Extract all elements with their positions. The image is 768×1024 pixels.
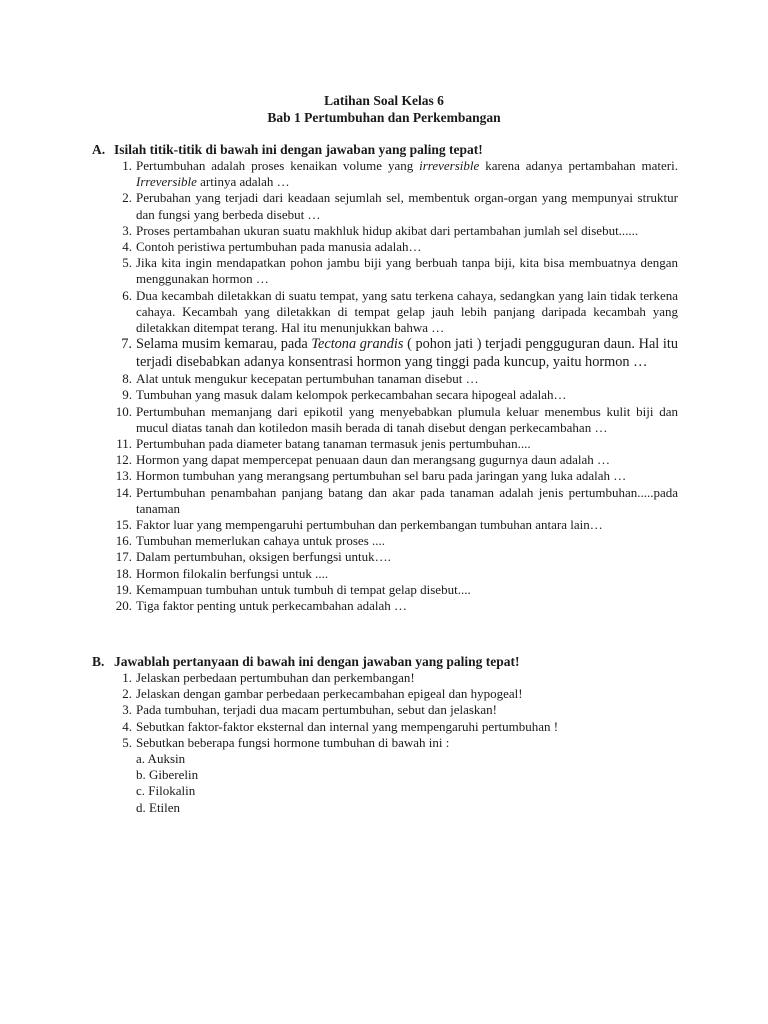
list-item: 9. Tumbuhan yang masuk dalam kelompok perkecambahan secara hipogeal adalah… [108,387,678,403]
item-number: 12. [115,452,132,468]
item-number: 13. [115,468,132,484]
list-item: 12. Hormon yang dapat mempercepat penuaan daun dan merangsang gugurnya daun adalah … [108,452,678,468]
list-item: 19. Kemampuan tumbuhan untuk tumbuh di tempat gelap disebut.... [108,582,678,598]
document-title: Latihan Soal Kelas 6 [324,93,444,108]
item-number: 15. [115,517,132,533]
list-item: 11. Pertumbuhan pada diameter batang tanaman termasuk jenis pertumbuhan.... [108,436,678,452]
sub-item: b. Giberelin [136,767,199,783]
item-number: 6. [122,287,132,303]
section-b-heading [92,654,519,670]
section-a-heading [92,142,483,158]
item-number: 1. [122,670,132,685]
item-number: 14. [115,484,132,500]
list-item: 14. Pertumbuhan penambahan panjang batang dan akar pada tanaman adalah jenis pertumbuhan.....pada tanaman [108,485,678,517]
sub-item: a. Auksin [136,751,186,767]
list-item: 4. Sebutkan faktor-faktor eksternal dan internal yang mempengaruhi pertumbuhan ! [108,719,678,735]
item-number: 3. [122,222,132,238]
item-number: 5. [122,734,132,750]
item-number: 20. [115,598,132,614]
item-number: 11. [116,436,132,452]
item-number: 10. [115,403,132,419]
list-item: 2. Perubahan yang terjadi dari keadaan sejumlah sel, membentuk organ-organ yang mempunyai struktur dan fungsi yang berbeda disebut … [108,190,678,222]
list-item: 6. Dua kecambah diletakkan di suatu tempat, yang satu terkena cahaya, sedangkan yang lain tidak terkena cahaya. Kecambah yang diletakkan di tempat gelap jauh lebih panjang daripada kecambah yang diletakkan ditempat terang. Hal itu menunjukkan bahwa … [108,288,678,337]
list-item: 8. Alat untuk mengukur kecepatan pertumbuhan tanaman disebut … [108,371,678,387]
item-number: 5. [122,255,132,271]
list-item: 18. Hormon filokalin berfungsi untuk .... [108,566,678,582]
sub-item: c. Filokalin [136,783,196,799]
list-item: 2. Jelaskan dengan gambar perbedaan perkecambahan epigeal dan hypogeal! [108,686,678,702]
item-number: 3. [122,702,132,718]
list-item: 5. Jika kita ingin mendapatkan pohon jambu biji yang berbuah tanpa biji, kita bisa membuatnya dengan menggunakan hormon … [108,255,678,287]
item-number: 1. [122,158,132,173]
item-number: 2. [122,686,132,702]
list-item: 3. Proses pertambahan ukuran suatu makhluk hidup akibat dari pertambahan jumlah sel disebut...... [108,223,678,239]
item-number: 4. [122,239,132,255]
list-item: 10. Pertumbuhan memanjang dari epikotil yang menyebabkan plumula keluar menembus kulit biji dan mucul diatas tanah dan kotiledon masih berada di tanah disebut dengan perkecambahan … [108,404,678,436]
section-a-letter: A. [92,142,106,157]
list-item: 3. Pada tumbuhan, terjadi dua macam pertumbuhan, sebut dan jelaskan! [108,702,678,718]
document-subtitle: Bab 1 Pertumbuhan dan Perkembangan [267,110,501,125]
item-number: 16. [115,533,132,549]
item-number: 7. [121,336,132,353]
list-item: 1. Pertumbuhan adalah proses kenaikan volume yang irreversible karena adanya pertambahan materi. Irreversible artinya adalah … [108,158,678,190]
list-item: 5. Sebutkan beberapa fungsi hormone tumbuhan di bawah ini : [108,735,678,751]
section-a-heading-text: Isilah titik-titik di bawah ini dengan jawaban yang paling tepat! [114,142,483,157]
item-number: 2. [122,190,132,206]
list-item: 4. Contoh peristiwa pertumbuhan pada manusia adalah… [108,239,678,255]
list-item: 15. Faktor luar yang mempengaruhi pertumbuhan dan perkembangan tumbuhan antara lain… [108,517,678,533]
item-number: 17. [115,549,132,565]
sub-item: d. Etilen [136,799,181,815]
item-number: 19. [115,581,132,597]
item-number: 18. [115,565,132,581]
list-item: 1. Jelaskan perbedaan pertumbuhan dan perkembangan! [108,670,678,686]
list-item: 13. Hormon tumbuhan yang merangsang pertumbuhan sel baru pada jaringan yang luka adalah … [108,468,678,484]
list-item: 7. Selama musim kemarau, pada Tectona grandis ( pohon jati ) terjadi pengguguran daun. Hal itu terjadi disebabkan adanya konsentrasi hormon yang tinggi pada kuncup, yaitu hormon … [108,336,678,371]
section-b-letter: B. [92,654,105,669]
section-a-list [108,158,678,614]
item-number: 9. [122,387,132,403]
section-b-list [108,670,678,816]
item-number: 4. [122,718,132,734]
section-b-heading-text: Jawablah pertanyaan di bawah ini dengan jawaban yang paling tepat! [114,654,520,669]
item-number: 8. [122,371,132,387]
list-item: 16. Tumbuhan memerlukan cahaya untuk proses .... [108,533,678,549]
list-item: 20. Tiga faktor penting untuk perkecambahan adalah … [108,598,678,614]
list-item: 17. Dalam pertumbuhan, oksigen berfungsi untuk…. [108,549,678,565]
